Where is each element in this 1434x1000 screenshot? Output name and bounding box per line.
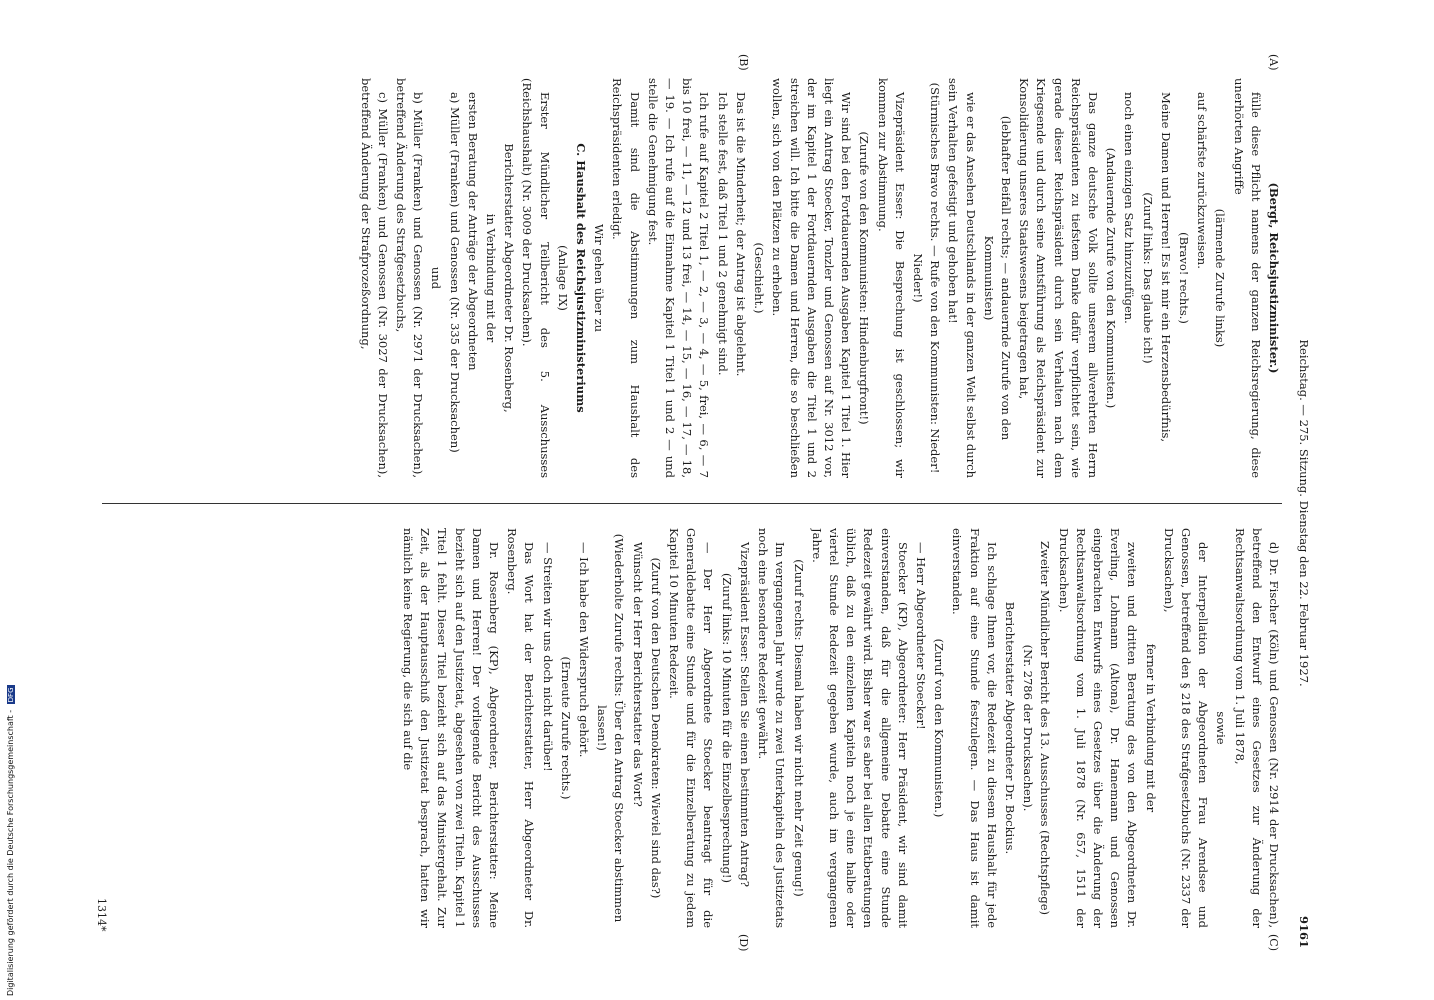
right-col-paragraph: ferner in Verbindung mit der — [1143, 643, 1158, 813]
right-col-paragraph: Wünscht der Herr Berichterstatter das Wort? — [630, 542, 645, 807]
left-col-paragraph: Berichterstatter Abgeordneter Dr. Rosenberg, — [502, 143, 517, 413]
left-col-paragraph: ersten Beratung der Anträge der Abgeordneten — [465, 92, 480, 371]
page-footer-number: 1314* — [95, 898, 108, 932]
right-col-paragraph: Dr. Rosenberg (KP), Abgeordneter, Berichterstatter: Meine Damen und Herren! Der vorliegende Bericht des Ausschusses bezieht sich auf den Justizetat, abgesehen von zwei Titeln. Kapitel 1 Titel 1 fehlt. Dieser Titel bezieht sich auf das Ministergehalt. Zur Zeit, als der Hauptausschuß den Justizetat besprach, hatten wir nämlich keine Regierung, die sich auf die — [401, 528, 502, 928]
right-col-paragraph: d) Dr. Fischer (Köln) und Genossen (Nr. 2914 der Drucksachen), betreffend den Entwurf eines Gesetzes zur Änderung der Rechtsanwaltsordnung vom 1. Juli 1878, — [1232, 528, 1281, 928]
left-col-paragraph: b) Müller (Franken) und Genossen (Nr. 2971 der Drucksachen), betreffend Änderung des Strafgesetzbuchs, — [394, 78, 426, 478]
margin-marker-a: (A) — [1267, 54, 1280, 71]
left-col-paragraph: Wir sind bei den Fortdauernden Ausgaben Kapitel 1 Titel 1. Hier liegt ein Antrag Stoecker, Tonzler und Genossen auf Nr. 3012 vor, der im Kapitel 1 der Fortdauernden Ausgaben die Titel 1 und 2 streichen will. Ich bitte die Damen und Herren, die so beschließen wollen, sich von den Plätzen zu erheben. — [770, 78, 854, 478]
left-col-paragraph: (lebhafter Beifall rechts; — andauernde Zurufe von den Kommunisten) — [981, 115, 1013, 441]
right-col-paragraph: — Der Herr Abgeordnete Stoecker beantragt für die Generaldebatte eine Stunde und für die Einzelberatung zu jedem Kapitel 10 Minuten Redezeit. — [667, 528, 716, 928]
rotated-page — [92, 54, 1312, 952]
right-col-paragraph: Vizepräsident Esser: Stellen Sie einen bestimmten Antrag? — [737, 542, 752, 888]
left-col-paragraph: c) Müller (Franken) und Genossen (Nr. 3027 der Drucksachen), betreffend Änderung der Strafprozeßordnung, — [358, 78, 390, 478]
right-column — [117, 528, 1282, 928]
right-col-paragraph: zweiten und dritten Beratung des von den Abgeordneten Dr. Everling, Lohmann (Altona), Dr. Hanemann und Genossen eingebrachten Entwurfs eines Gesetzes über die Änderung der Rechtsanwaltsordnung vom 1. Juli 1878 (Nr. 657, 1511 der Drucksachen). — [1056, 528, 1140, 928]
dfg-logo: DFG — [7, 687, 15, 703]
margin-marker-c: (C) — [1267, 934, 1280, 951]
right-col-paragraph: (Zuruf rechts: Diesmal haben wir nicht mehr Zeit genug!) — [791, 559, 806, 897]
left-col-paragraph: (Bergt, Reichsjustizminister.) — [1267, 182, 1281, 374]
left-col-paragraph: (lärmende Zurufe links) — [1213, 208, 1228, 348]
left-col-paragraph: in Verbindung mit der — [484, 213, 499, 343]
left-col-paragraph: (Bravo! rechts.) — [1176, 232, 1191, 324]
right-col-paragraph: (Zuruf links: 10 Minuten für die Einzelbesprechung!) — [719, 572, 734, 884]
left-col-paragraph: Meine Damen und Herren! Es ist mir ein Herzensbedürfnis, — [1158, 92, 1173, 443]
left-col-paragraph: (Geschieht.) — [752, 242, 767, 314]
left-column — [117, 78, 1282, 478]
left-col-paragraph: Vizepräsident Esser: Die Besprechung ist geschlossen; wir kommen zur Abstimmung. — [875, 78, 907, 478]
margin-marker-d: (D) — [737, 934, 750, 952]
digitization-credit — [6, 576, 15, 996]
right-col-paragraph: Ich schlage Ihnen vor, die Redezeit zu diesem Haushalt für jede Fraktion auf eine Stunde festzulegen. — Das Haus ist damit einverstanden. — [950, 528, 999, 928]
left-col-paragraph: C. Haushalt des Reichsjustizministeriums — [574, 143, 589, 413]
page-header — [1288, 78, 1312, 948]
right-col-paragraph: (Wiederholte Zurufe rechts: Über den Antrag Stoecker abstimmen lassen!) — [595, 533, 627, 923]
left-col-paragraph: auf schärfste zurückzuweisen. — [1195, 92, 1210, 269]
right-col-paragraph: Das Wort hat der Berichterstatter, Herr Abgeordneter Dr. Rosenberg. — [505, 528, 537, 928]
left-col-paragraph: Damit sind die Abstimmungen zum Haushalt des Reichspräsidenten erledigt. — [610, 78, 642, 478]
column-divider — [102, 503, 1282, 504]
left-col-paragraph: Das ganze deutsche Volk sollte unserem allverehrten Herrn Reichspräsidenten zu tiefstem Danke dafür verpflichtet sein, wie gerade dieser Reichspräsident durch sein Verhalten nach dem Kriegsende und durch seine Amtsführung als Reichspräsident zur Konsolidierung unseres Staatswesens beigetragen hat, — [1017, 78, 1100, 478]
right-col-paragraph: sowie — [1214, 711, 1229, 745]
left-col-paragraph: wie er das Ansehen Deutschlands in der ganzen Welt selbst durch sein Verhalten gefestigt und gehoben hat! — [946, 78, 978, 478]
right-col-paragraph: Im vergangenen Jahr wurde zu zwei Unterkapiteln des Justizetats noch eine besondere Redezeit gewährt. — [756, 528, 788, 928]
right-col-paragraph: — Herr Abgeordneter Stoecker! — [913, 542, 928, 730]
margin-marker-b: (B) — [737, 54, 750, 71]
left-col-paragraph: (Andauernde Zurufe von den Kommunisten.) — [1104, 147, 1119, 409]
right-col-paragraph: Zweiter Mündlicher Bericht des 13. Ausschusses (Rechtspflege) (Nr. 2786 der Drucksachen). — [1021, 541, 1053, 915]
left-col-paragraph: Das ist die Minderheit; der Antrag ist abgelehnt. — [733, 92, 748, 377]
left-col-paragraph: (Anlage IX) — [555, 245, 570, 311]
left-col-paragraph: und — [429, 266, 444, 290]
left-col-paragraph: Ich stelle fest, daß Titel 1 und 2 genehmigt sind. — [715, 92, 730, 376]
header-title: Reichstag. — 275. Sitzung. Dienstag den 22. Februar 1927. — [1297, 339, 1311, 687]
right-col-paragraph: Berichterstatter Abgeordneter Dr. Bockius. — [1002, 601, 1017, 855]
left-col-paragraph: (Zurufe von den Kommunisten: Hindenburgfront!) — [857, 131, 872, 425]
right-col-paragraph: Stoecker (KP), Abgeordneter: Herr Präsident, wir sind damit einverstanden, daß für die allgemeine Debatte eine Stunde Redezeit gewährt wird. Bisher war es aber bei allen Etatberatungen üblich, daß zu den einzelnen Kapiteln noch je eine halbe oder viertel Stunde Redezeit gegeben wurde, auch im vergangenen Jahre. — [809, 528, 910, 928]
right-col-paragraph: — Streiten wir uns doch nicht darüber! — [540, 542, 555, 772]
left-col-paragraph: (Zuruf links: Das glaube ich!) — [1140, 192, 1155, 364]
left-col-paragraph: a) Müller (Franken) und Genossen (Nr. 335 der Drucksachen) — [447, 92, 462, 453]
page-number: 9161 — [1297, 915, 1311, 948]
credit-text: Digitalisierung gefördert durch die Deutsche Forschungsgemeinschaft - — [6, 709, 15, 996]
right-col-paragraph: (Zuruf von den Kommunisten.) — [932, 638, 947, 818]
left-col-paragraph: fülle diese Pflicht namens der ganzen Reichsregierung, diese unerhörten Angriffe — [1231, 78, 1263, 478]
left-col-paragraph: Ich rufe auf Kapitel 2 Titel 1, — 2, — 3, — 4, — 5, frei, — 6, — 7 bis 10 frei, — 11, — 12 und 13 frei, — 14, — 15, — 16, — 17, — 18, — 19. — Ich rufe auf die Einnahme Kapitel 1 Titel 1 und 2 — und stelle die Genehmigung fest. — [645, 78, 712, 478]
left-col-paragraph: noch einen einzigen Satz hinzuzufügen. — [1122, 92, 1137, 324]
right-col-paragraph: der Interpellation der Abgeordneten Frau Arendsee und Genossen, betreffend den § 218 des Strafgesetzbuchs (Nr. 2337 der Drucksachen), — [1161, 528, 1211, 928]
right-col-paragraph: (Erneute Zurufe rechts.) — [558, 656, 573, 800]
right-col-paragraph: (Zuruf von den Deutschen Demokraten: Wieviel sind das?) — [648, 557, 663, 899]
right-col-paragraph: — Ich habe den Widerspruch gehört. — [577, 542, 592, 758]
left-col-paragraph: (Stürmisches Bravo rechts. — Rufe von den Kommunisten: Nieder! Nieder!) — [910, 82, 943, 474]
left-col-paragraph: Erster Mündlicher Teilbericht des 5. Ausschusses (Reichshaushalt) (Nr. 3009 der Drucksachen). — [520, 78, 552, 478]
left-col-paragraph: Wir gehen über zu — [592, 223, 607, 333]
